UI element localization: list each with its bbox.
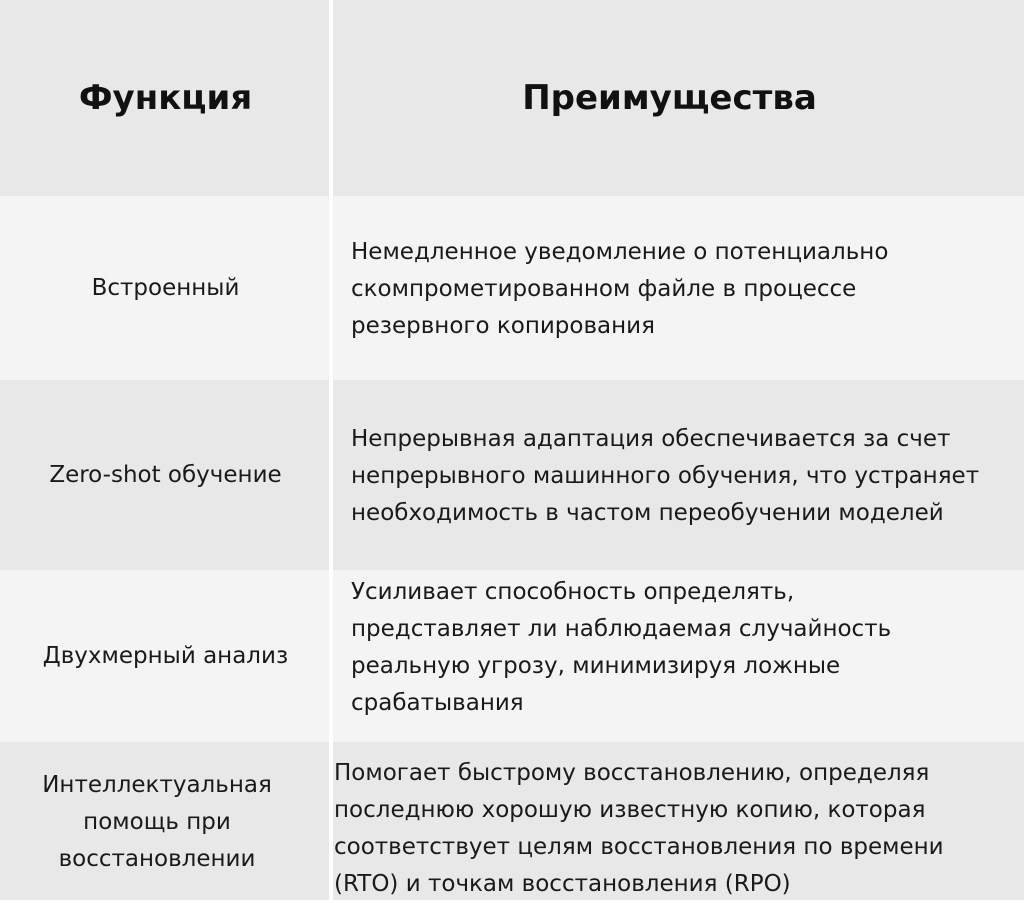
- benefits-cell: [331, 380, 1024, 570]
- column-divider: [329, 0, 333, 900]
- benefits-cell: [314, 742, 1024, 900]
- benefits-cell: [331, 570, 1024, 742]
- benefits-text: Усиливает способность определять, представляет ли наблюдаемая случайность реальную угрозу, минимизируя ложные срабатывания: [351, 579, 892, 716]
- table-row: [0, 742, 1024, 900]
- function-cell: Двухмерный анализ: [42, 642, 289, 669]
- benefits-text: Немедленное уведомление о потенциально скомпрометированном файле в процессе резервного копирования: [351, 238, 889, 339]
- table-row: [0, 196, 1024, 380]
- header-benefits: Преимущества: [522, 78, 817, 118]
- function-cell: Интеллектуальная помощь при восстановлении: [42, 772, 272, 872]
- function-cell: Zero-shot обучение: [49, 461, 282, 488]
- header-function: Функция: [78, 78, 253, 118]
- benefits-text: Помогает быстрому восстановлению, определяя последнюю хорошую известную копию, которая соответствует целям восстановления по времени (RTO) и точкам восстановления (RPO): [334, 760, 944, 897]
- benefits-cell: [331, 196, 1024, 380]
- function-cell: Встроенный: [91, 274, 240, 301]
- table-row: [0, 380, 1024, 570]
- table-row: [0, 570, 1024, 742]
- table-header-row: [0, 0, 1024, 196]
- benefits-text: Непрерывная адаптация обеспечивается за счет непрерывного машинного обучения, что устраняет необходимость в частом переобучении моделей: [351, 425, 980, 526]
